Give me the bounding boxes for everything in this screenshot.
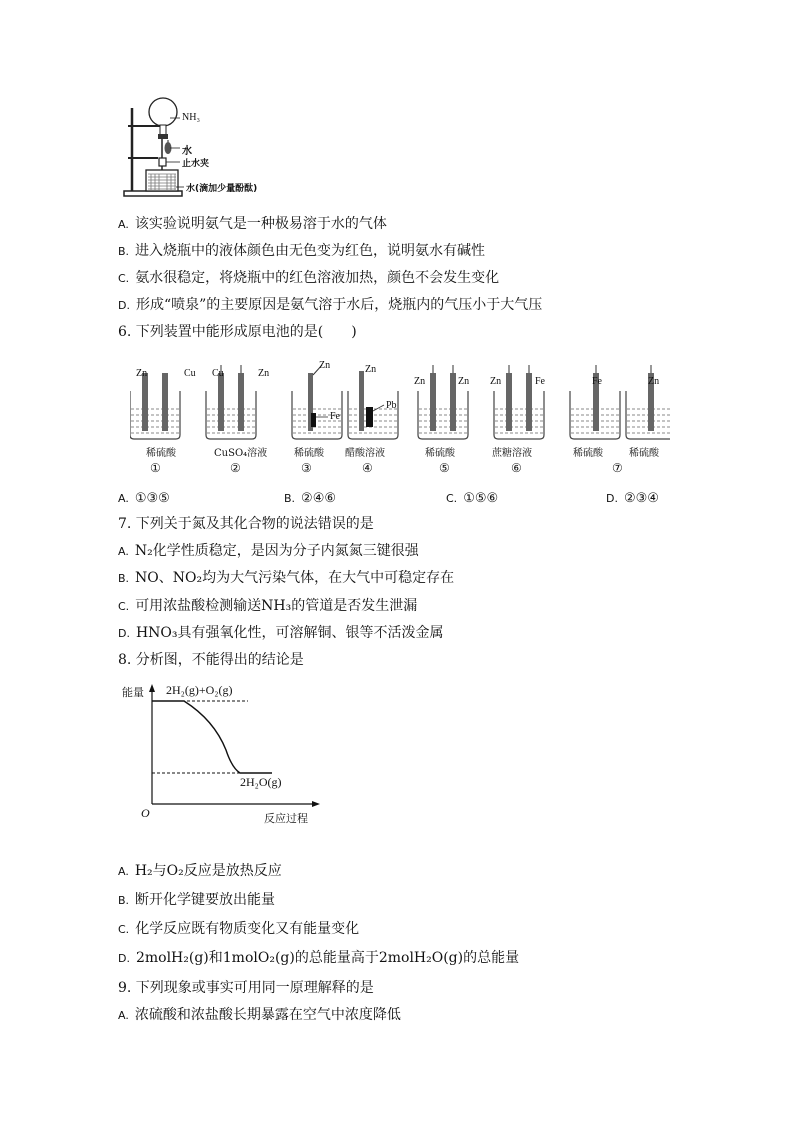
cell-3-metal-label: Fe (330, 411, 340, 422)
q6-stem: 6. 下列装置中能形成原电池的是( ) (118, 324, 357, 340)
q5-option-a: A. 该实验说明氨气是一种极易溶于水的气体 (118, 216, 387, 232)
cell-3-top-label: Zn (319, 360, 331, 371)
water-label: 水 (182, 146, 192, 157)
cell-7-right-label: Zn (648, 376, 660, 387)
q5-option-c: C. 氨水很稳定，将烧瓶中的红色溶液加热，颜色不会发生变化 (118, 270, 500, 286)
y-axis-label: 能量 (122, 686, 144, 699)
q6-choice-c: C. ①⑤⑥ (446, 491, 499, 506)
cell-5-right-label: Zn (458, 376, 470, 387)
cell-1-right-label: Cu (184, 368, 196, 379)
q7-option-a: A. N₂化学性质稳定，是因为分子内氮氮三键很强 (118, 543, 419, 559)
cell-7-solution-left: 稀硫酸 (573, 448, 603, 459)
x-axis-label: 反应过程 (264, 812, 308, 825)
cell-5-left-label: Zn (414, 376, 426, 387)
cell-7-number: ⑦ (612, 461, 623, 475)
cell-3-solution: 稀硫酸 (294, 448, 324, 459)
basin-label: 水(滴加少量酚酞) (186, 184, 258, 194)
q7-stem: 7. 下列关于氮及其化合物的说法错误的是 (118, 516, 374, 532)
q8-option-b: B. 断开化学键要放出能量 (118, 892, 276, 908)
q7-option-c: C. 可用浓盐酸检测输送NH₃的管道是否发生泄漏 (118, 598, 418, 614)
q6-choice-a: A. ①③⑤ (118, 491, 170, 506)
cell-6-right-label: Fe (535, 376, 545, 387)
cell-1-number: ① (150, 461, 161, 475)
cell-4-solution: 醋酸溶液 (345, 448, 385, 459)
q9-stem: 9. 下列现象或事实可用同一原理解释的是 (118, 980, 374, 996)
q6-choice-b: B. ②④⑥ (284, 491, 337, 506)
cell-3 (292, 365, 342, 439)
cell-2-right-label: Zn (258, 368, 270, 379)
energy-diagram (118, 680, 328, 826)
energy-curve (152, 701, 272, 773)
cell-4-metal-label: Pb (386, 400, 397, 411)
cell-2-number: ② (230, 461, 241, 475)
galvanic-cells-diagram (130, 365, 670, 447)
q8-option-a: A. H₂与O₂反应是放热反应 (118, 863, 282, 879)
cell-4-top-label: Zn (365, 364, 377, 375)
cell-3-number: ③ (301, 461, 312, 475)
nh3-label: NH₃ (182, 112, 200, 123)
cell-6-number: ⑥ (511, 461, 522, 475)
q5-option-b: B. 进入烧瓶中的液体颜色由无色变为红色，说明氨水有碱性 (118, 243, 486, 259)
reactants-label: 2H₂(g)+O₂(g) (166, 683, 233, 697)
cell-1-solution: 稀硫酸 (146, 448, 176, 459)
q7-option-b: B. NO、NO₂均为大气污染气体，在大气中可稳定存在 (118, 570, 455, 586)
origin-label: O (141, 806, 150, 820)
q8-option-c: C. 化学反应既有物质变化又有能量变化 (118, 921, 360, 937)
cell-5-solution: 稀硫酸 (425, 448, 455, 459)
cell-2-solution: CuSO₄溶液 (214, 448, 268, 459)
cell-6-left-label: Zn (490, 376, 502, 387)
clamp-label: 止水夹 (182, 159, 210, 169)
cell-1 (130, 373, 180, 439)
q7-option-d: D. HNO₃具有强氧化性，可溶解铜、银等不活泼金属 (118, 625, 444, 641)
cell-5-number: ⑤ (439, 461, 450, 475)
cell-6-solution: 蔗糖溶液 (492, 448, 532, 459)
cell-7-solution-right: 稀硫酸 (629, 448, 659, 459)
q8-stem: 8. 分析图，不能得出的结论是 (118, 652, 304, 668)
q8-option-d: D. 2molH₂(g)和1molO₂(g)的总能量高于2molH₂O(g)的总能量 (118, 950, 520, 966)
q9-option-a: A. 浓硫酸和浓盐酸长期暴露在空气中浓度降低 (118, 1007, 401, 1023)
cell-7-left-label: Fe (592, 376, 602, 387)
q5-option-d: D. 形成“喷泉”的主要原因是氨气溶于水后，烧瓶内的气压小于大气压 (118, 297, 543, 313)
cell-1-left-label: Zn (136, 368, 148, 379)
products-label: 2H₂O(g) (240, 775, 282, 789)
cell-4-number: ④ (362, 461, 373, 475)
q6-choice-d: D. ②③④ (606, 491, 659, 506)
cell-2-left-label: Cu (212, 368, 224, 379)
